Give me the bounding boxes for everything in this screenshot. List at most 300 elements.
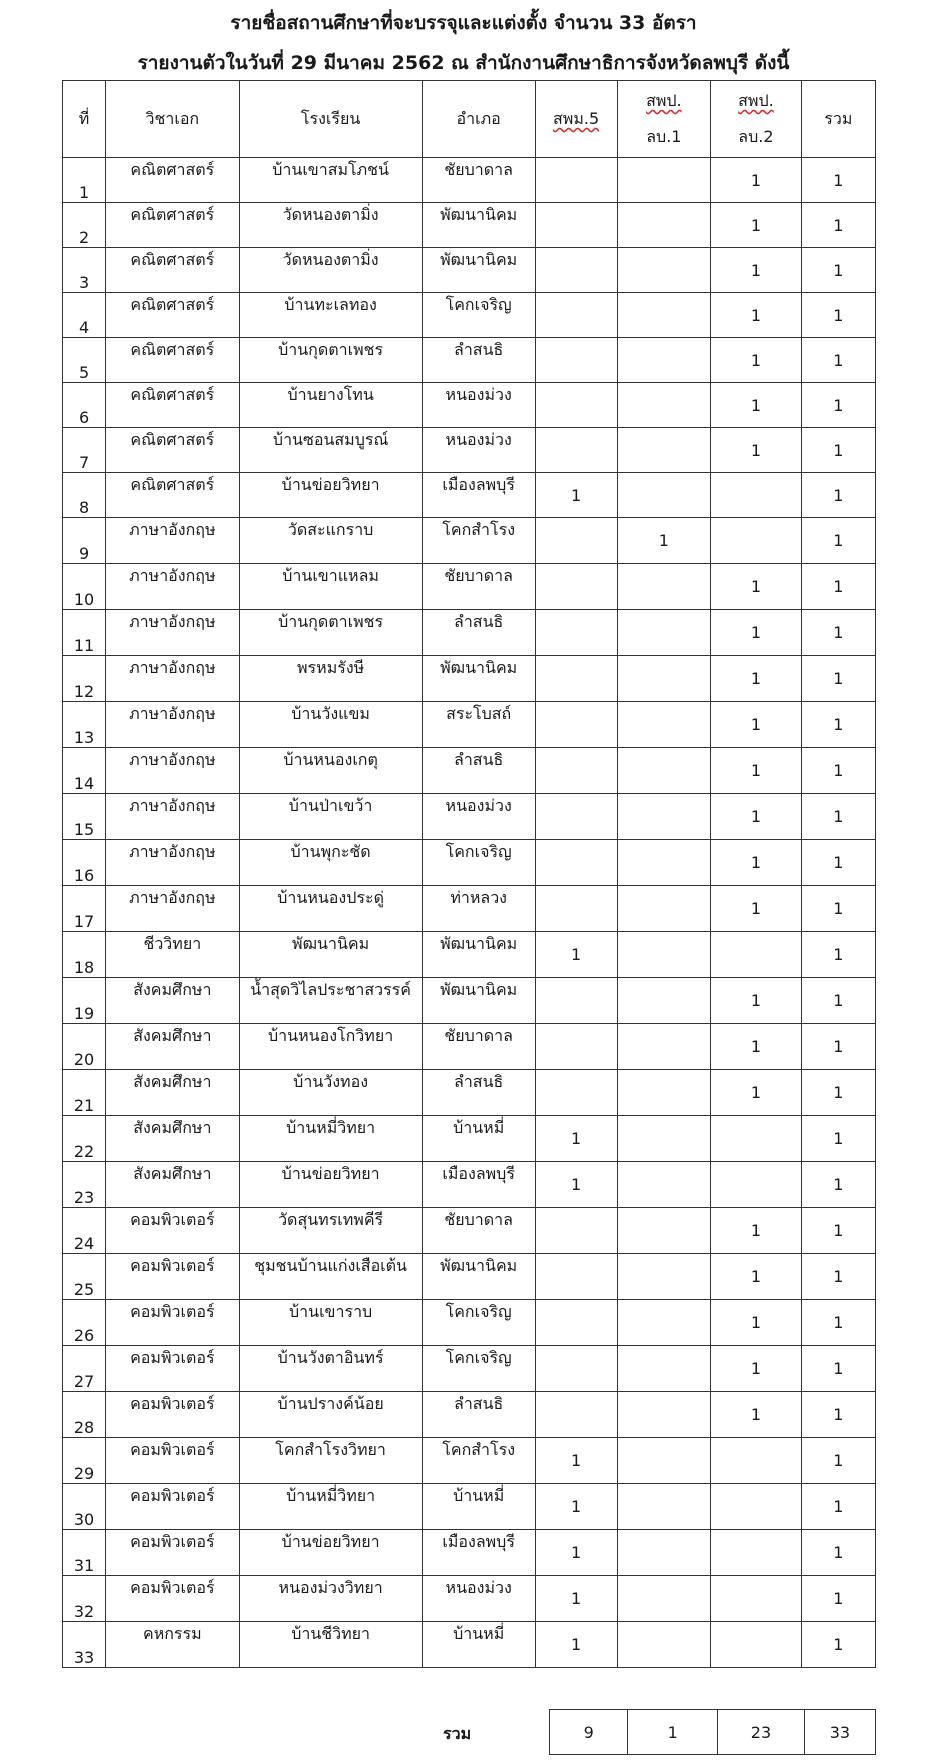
cell-subject: คอมพิวเตอร์ xyxy=(106,1530,240,1576)
cell-spm5: 1 xyxy=(535,1576,617,1622)
cell-district: โคกเจริญ xyxy=(422,1300,535,1346)
cell-total: 1 xyxy=(801,748,875,794)
row-number: 14 xyxy=(63,748,106,794)
cell-school: วัดหนองตามิ่ง xyxy=(239,203,422,248)
cell-spm5 xyxy=(535,886,617,932)
table-row xyxy=(63,1622,876,1668)
table-row xyxy=(63,428,876,473)
cell-total: 1 xyxy=(801,518,875,564)
row-number: 18 xyxy=(63,932,106,978)
row-number: 4 xyxy=(63,293,106,338)
cell-sp-lb2: 1 xyxy=(711,610,801,656)
cell-school: บ้านเขาแหลม xyxy=(239,564,422,610)
cell-spm5: 1 xyxy=(535,932,617,978)
document-subtitle: รายงานตัวในวันที่ 29 มีนาคม 2562 ณ สำนักงานศึกษาธิการจังหวัดลพบุรี ดังนี้ xyxy=(137,52,790,74)
cell-sp-lb2: 1 xyxy=(711,1070,801,1116)
cell-sp-lb1 xyxy=(617,293,711,338)
table-row xyxy=(63,978,876,1024)
cell-district: เมืองลพบุรี xyxy=(422,473,535,518)
cell-school: วัดหนองตามิ่ง xyxy=(239,248,422,293)
cell-sp-lb2 xyxy=(711,473,801,518)
row-number: 9 xyxy=(63,518,106,564)
table-row xyxy=(63,1162,876,1208)
header-sp-lb2-top: สพป. xyxy=(738,91,774,110)
cell-school: บ้านหนองโกวิทยา xyxy=(239,1024,422,1070)
cell-subject: คณิตศาสตร์ xyxy=(106,428,240,473)
cell-district: โคกเจริญ xyxy=(422,1346,535,1392)
cell-spm5 xyxy=(535,338,617,383)
cell-district: พัฒนานิคม xyxy=(422,248,535,293)
row-number: 26 xyxy=(63,1300,106,1346)
cell-sp-lb2: 1 xyxy=(711,748,801,794)
cell-sp-lb1 xyxy=(617,1162,711,1208)
cell-sp-lb1 xyxy=(617,1024,711,1070)
cell-subject: คณิตศาสตร์ xyxy=(106,158,240,203)
cell-subject: คณิตศาสตร์ xyxy=(106,203,240,248)
cell-subject: ภาษาอังกฤษ xyxy=(106,886,240,932)
cell-sp-lb2: 1 xyxy=(711,428,801,473)
cell-sp-lb2 xyxy=(711,518,801,564)
cell-total: 1 xyxy=(801,1484,875,1530)
cell-sp-lb1 xyxy=(617,1576,711,1622)
row-number: 8 xyxy=(63,473,106,518)
cell-subject: คณิตศาสตร์ xyxy=(106,293,240,338)
cell-sp-lb2: 1 xyxy=(711,978,801,1024)
cell-school: บ้านยางโทน xyxy=(239,383,422,428)
cell-sp-lb2 xyxy=(711,932,801,978)
cell-school: บ้านหนองเกตุ xyxy=(239,748,422,794)
cell-subject: คอมพิวเตอร์ xyxy=(106,1438,240,1484)
cell-sp-lb1 xyxy=(617,1300,711,1346)
summary-sp-lb1: 1 xyxy=(628,1710,718,1755)
cell-sp-lb1 xyxy=(617,1070,711,1116)
cell-spm5 xyxy=(535,794,617,840)
row-number: 15 xyxy=(63,794,106,840)
cell-total: 1 xyxy=(801,1346,875,1392)
cell-total: 1 xyxy=(801,1622,875,1668)
cell-district: เมืองลพบุรี xyxy=(422,1530,535,1576)
cell-subject: คณิตศาสตร์ xyxy=(106,383,240,428)
cell-school: บ้านกุดตาเพชร xyxy=(239,610,422,656)
table-row xyxy=(63,518,876,564)
cell-school: บ้านเขาสมโภชน์ xyxy=(239,158,422,203)
cell-subject: คอมพิวเตอร์ xyxy=(106,1208,240,1254)
cell-spm5 xyxy=(535,564,617,610)
row-number: 20 xyxy=(63,1024,106,1070)
cell-total: 1 xyxy=(801,1300,875,1346)
cell-sp-lb2 xyxy=(711,1484,801,1530)
cell-school: บ้านเขาราบ xyxy=(239,1300,422,1346)
table-row xyxy=(63,886,876,932)
row-number: 7 xyxy=(63,428,106,473)
cell-total: 1 xyxy=(801,1530,875,1576)
cell-school: บ้านข่อยวิทยา xyxy=(239,1530,422,1576)
cell-sp-lb2 xyxy=(711,1530,801,1576)
row-number: 23 xyxy=(63,1162,106,1208)
table-row xyxy=(63,1530,876,1576)
cell-school: ชุมชนบ้านแก่งเสือเต้น xyxy=(239,1254,422,1300)
cell-sp-lb1 xyxy=(617,656,711,702)
cell-district: หนองม่วง xyxy=(422,383,535,428)
cell-total: 1 xyxy=(801,564,875,610)
cell-sp-lb1 xyxy=(617,702,711,748)
row-number: 33 xyxy=(63,1622,106,1668)
cell-total: 1 xyxy=(801,656,875,702)
cell-spm5 xyxy=(535,978,617,1024)
cell-sp-lb1 xyxy=(617,1438,711,1484)
row-number: 27 xyxy=(63,1346,106,1392)
summary-row xyxy=(550,1710,876,1755)
cell-district: หนองม่วง xyxy=(422,1576,535,1622)
cell-school: โคกสำโรงวิทยา xyxy=(239,1438,422,1484)
cell-total: 1 xyxy=(801,932,875,978)
cell-district: ชัยบาดาล xyxy=(422,564,535,610)
cell-subject: คณิตศาสตร์ xyxy=(106,248,240,293)
cell-district: ลำสนธิ xyxy=(422,610,535,656)
table-row xyxy=(63,1300,876,1346)
cell-spm5 xyxy=(535,203,617,248)
cell-sp-lb1 xyxy=(617,564,711,610)
cell-total: 1 xyxy=(801,1116,875,1162)
cell-subject: คอมพิวเตอร์ xyxy=(106,1392,240,1438)
cell-sp-lb2: 1 xyxy=(711,158,801,203)
cell-subject: คอมพิวเตอร์ xyxy=(106,1346,240,1392)
row-number: 5 xyxy=(63,338,106,383)
cell-district: เมืองลพบุรี xyxy=(422,1162,535,1208)
table-row xyxy=(63,1070,876,1116)
cell-sp-lb2 xyxy=(711,1162,801,1208)
cell-school: บ้านป่าเขว้า xyxy=(239,794,422,840)
cell-spm5 xyxy=(535,293,617,338)
cell-school: พรหมรังษี xyxy=(239,656,422,702)
cell-spm5 xyxy=(535,656,617,702)
cell-sp-lb1 xyxy=(617,1392,711,1438)
table-row xyxy=(63,1024,876,1070)
cell-sp-lb1 xyxy=(617,1254,711,1300)
summary-table xyxy=(549,1709,876,1755)
cell-subject: ภาษาอังกฤษ xyxy=(106,656,240,702)
cell-district: พัฒนานิคม xyxy=(422,1254,535,1300)
cell-total: 1 xyxy=(801,840,875,886)
cell-spm5 xyxy=(535,1024,617,1070)
row-number: 16 xyxy=(63,840,106,886)
cell-spm5: 1 xyxy=(535,1438,617,1484)
table-row xyxy=(63,932,876,978)
cell-total: 1 xyxy=(801,1438,875,1484)
cell-district: พัฒนานิคม xyxy=(422,978,535,1024)
header-district: อำเภอ xyxy=(422,81,535,158)
cell-subject: ภาษาอังกฤษ xyxy=(106,610,240,656)
cell-spm5 xyxy=(535,1070,617,1116)
cell-district: โคกเจริญ xyxy=(422,840,535,886)
cell-total: 1 xyxy=(801,428,875,473)
table-row xyxy=(63,158,876,203)
header-spm5-label: สพม.5 xyxy=(553,109,600,128)
cell-district: โคกเจริญ xyxy=(422,293,535,338)
header-sp-lb2-bottom: ลบ.2 xyxy=(738,127,774,146)
header-sp-lb1-top: สพป. xyxy=(646,91,682,110)
cell-spm5 xyxy=(535,518,617,564)
table-row xyxy=(63,203,876,248)
cell-total: 1 xyxy=(801,702,875,748)
cell-school: หนองม่วงวิทยา xyxy=(239,1576,422,1622)
cell-total: 1 xyxy=(801,1024,875,1070)
header-sp-lb1-bottom: ลบ.1 xyxy=(646,127,682,146)
header-subject: วิชาเอก xyxy=(106,81,240,158)
cell-sp-lb1 xyxy=(617,1484,711,1530)
cell-school: บ้านกุดตาเพชร xyxy=(239,338,422,383)
cell-district: โคกสำโรง xyxy=(422,1438,535,1484)
cell-sp-lb2: 1 xyxy=(711,293,801,338)
appointment-table xyxy=(62,80,876,1668)
table-row xyxy=(63,293,876,338)
cell-sp-lb2: 1 xyxy=(711,1208,801,1254)
cell-spm5: 1 xyxy=(535,1622,617,1668)
cell-district: พัฒนานิคม xyxy=(422,203,535,248)
table-row xyxy=(63,794,876,840)
cell-district: สระโบสถ์ xyxy=(422,702,535,748)
cell-district: หนองม่วง xyxy=(422,794,535,840)
cell-sp-lb1 xyxy=(617,610,711,656)
cell-district: ลำสนธิ xyxy=(422,338,535,383)
cell-sp-lb1 xyxy=(617,338,711,383)
row-number: 17 xyxy=(63,886,106,932)
cell-district: ลำสนธิ xyxy=(422,748,535,794)
cell-total: 1 xyxy=(801,158,875,203)
cell-district: ชัยบาดาล xyxy=(422,158,535,203)
cell-school: บ้านทะเลทอง xyxy=(239,293,422,338)
table-row xyxy=(63,383,876,428)
cell-total: 1 xyxy=(801,1392,875,1438)
table-row xyxy=(63,748,876,794)
cell-sp-lb1 xyxy=(617,1116,711,1162)
cell-subject: ภาษาอังกฤษ xyxy=(106,518,240,564)
row-number: 31 xyxy=(63,1530,106,1576)
cell-sp-lb2: 1 xyxy=(711,203,801,248)
cell-sp-lb2: 1 xyxy=(711,886,801,932)
cell-subject: สังคมศึกษา xyxy=(106,1162,240,1208)
summary-spm5: 9 xyxy=(550,1710,628,1755)
cell-spm5 xyxy=(535,1254,617,1300)
summary-sp-lb2: 23 xyxy=(718,1710,805,1755)
cell-spm5: 1 xyxy=(535,1116,617,1162)
cell-school: บ้านหมี่วิทยา xyxy=(239,1484,422,1530)
cell-sp-lb1 xyxy=(617,473,711,518)
table-row xyxy=(63,1116,876,1162)
cell-subject: คอมพิวเตอร์ xyxy=(106,1576,240,1622)
cell-district: ท่าหลวง xyxy=(422,886,535,932)
cell-sp-lb2: 1 xyxy=(711,1254,801,1300)
cell-subject: สังคมศึกษา xyxy=(106,1116,240,1162)
cell-sp-lb2 xyxy=(711,1116,801,1162)
table-row xyxy=(63,610,876,656)
cell-total: 1 xyxy=(801,338,875,383)
cell-subject: คณิตศาสตร์ xyxy=(106,473,240,518)
row-number: 30 xyxy=(63,1484,106,1530)
cell-sp-lb1 xyxy=(617,932,711,978)
row-number: 13 xyxy=(63,702,106,748)
cell-school: บ้านหนองประดู่ xyxy=(239,886,422,932)
cell-sp-lb1 xyxy=(617,1346,711,1392)
cell-sp-lb2: 1 xyxy=(711,248,801,293)
header-total: รวม xyxy=(801,81,875,158)
cell-total: 1 xyxy=(801,383,875,428)
cell-spm5 xyxy=(535,1208,617,1254)
table-row xyxy=(63,1254,876,1300)
cell-total: 1 xyxy=(801,1254,875,1300)
cell-school: บ้านวังตาอินทร์ xyxy=(239,1346,422,1392)
cell-school: บ้านข่อยวิทยา xyxy=(239,1162,422,1208)
cell-spm5 xyxy=(535,702,617,748)
cell-school: บ้านวังแขม xyxy=(239,702,422,748)
summary-total: 33 xyxy=(804,1710,875,1755)
cell-sp-lb2: 1 xyxy=(711,564,801,610)
header-sp-lb1 xyxy=(617,81,711,158)
summary-label: รวม xyxy=(443,1724,472,1743)
table-row xyxy=(63,338,876,383)
table-body xyxy=(63,158,876,1668)
cell-school: วัดสุนทรเทพคีรี xyxy=(239,1208,422,1254)
cell-sp-lb1 xyxy=(617,383,711,428)
cell-district: ชัยบาดาล xyxy=(422,1024,535,1070)
cell-spm5 xyxy=(535,748,617,794)
cell-sp-lb2: 1 xyxy=(711,840,801,886)
cell-sp-lb2: 1 xyxy=(711,1346,801,1392)
cell-school: บ้านซอนสมบูรณ์ xyxy=(239,428,422,473)
cell-spm5 xyxy=(535,383,617,428)
cell-total: 1 xyxy=(801,293,875,338)
row-number: 12 xyxy=(63,656,106,702)
row-number: 2 xyxy=(63,203,106,248)
cell-sp-lb2: 1 xyxy=(711,656,801,702)
table-row xyxy=(63,702,876,748)
cell-sp-lb1 xyxy=(617,794,711,840)
cell-subject: ภาษาอังกฤษ xyxy=(106,564,240,610)
table-header-row xyxy=(63,81,876,158)
row-number: 10 xyxy=(63,564,106,610)
table-row xyxy=(63,248,876,293)
cell-sp-lb1 xyxy=(617,158,711,203)
cell-subject: ภาษาอังกฤษ xyxy=(106,748,240,794)
cell-total: 1 xyxy=(801,610,875,656)
cell-sp-lb2 xyxy=(711,1576,801,1622)
row-number: 22 xyxy=(63,1116,106,1162)
row-number: 3 xyxy=(63,248,106,293)
cell-subject: สังคมศึกษา xyxy=(106,1024,240,1070)
table-row xyxy=(63,840,876,886)
cell-district: บ้านหมี่ xyxy=(422,1622,535,1668)
cell-spm5 xyxy=(535,428,617,473)
cell-sp-lb2 xyxy=(711,1622,801,1668)
cell-total: 1 xyxy=(801,886,875,932)
cell-spm5: 1 xyxy=(535,1162,617,1208)
cell-subject: ภาษาอังกฤษ xyxy=(106,702,240,748)
cell-district: โคกสำโรง xyxy=(422,518,535,564)
cell-district: ลำสนธิ xyxy=(422,1070,535,1116)
cell-subject: คอมพิวเตอร์ xyxy=(106,1254,240,1300)
cell-sp-lb2: 1 xyxy=(711,1392,801,1438)
cell-spm5 xyxy=(535,1346,617,1392)
cell-total: 1 xyxy=(801,794,875,840)
cell-district: พัฒนานิคม xyxy=(422,656,535,702)
cell-spm5 xyxy=(535,1300,617,1346)
cell-school: บ้านปรางค์น้อย xyxy=(239,1392,422,1438)
cell-subject: คอมพิวเตอร์ xyxy=(106,1484,240,1530)
cell-district: หนองม่วง xyxy=(422,428,535,473)
cell-district: บ้านหมี่ xyxy=(422,1484,535,1530)
cell-subject: ภาษาอังกฤษ xyxy=(106,794,240,840)
cell-total: 1 xyxy=(801,1070,875,1116)
row-number: 29 xyxy=(63,1438,106,1484)
cell-district: บ้านหมี่ xyxy=(422,1116,535,1162)
row-number: 19 xyxy=(63,978,106,1024)
cell-school: พัฒนานิคม xyxy=(239,932,422,978)
cell-sp-lb1 xyxy=(617,248,711,293)
cell-spm5 xyxy=(535,840,617,886)
cell-sp-lb1 xyxy=(617,840,711,886)
cell-total: 1 xyxy=(801,1208,875,1254)
header-sp-lb2 xyxy=(711,81,801,158)
cell-subject: คณิตศาสตร์ xyxy=(106,338,240,383)
cell-total: 1 xyxy=(801,473,875,518)
cell-subject: คหกรรม xyxy=(106,1622,240,1668)
cell-sp-lb1 xyxy=(617,978,711,1024)
table-row xyxy=(63,656,876,702)
cell-sp-lb2: 1 xyxy=(711,702,801,748)
document-title: รายชื่อสถานศึกษาที่จะบรรจุและแต่งตั้ง จำนวน 33 อัตรา xyxy=(230,12,697,34)
cell-spm5 xyxy=(535,610,617,656)
cell-sp-lb1 xyxy=(617,203,711,248)
cell-sp-lb1 xyxy=(617,1208,711,1254)
row-number: 1 xyxy=(63,158,106,203)
header-spm5 xyxy=(535,81,617,158)
cell-subject: ภาษาอังกฤษ xyxy=(106,840,240,886)
cell-sp-lb2: 1 xyxy=(711,1300,801,1346)
cell-subject: สังคมศึกษา xyxy=(106,978,240,1024)
row-number: 11 xyxy=(63,610,106,656)
cell-district: พัฒนานิคม xyxy=(422,932,535,978)
cell-district: ลำสนธิ xyxy=(422,1392,535,1438)
cell-subject: สังคมศึกษา xyxy=(106,1070,240,1116)
cell-sp-lb2: 1 xyxy=(711,794,801,840)
row-number: 28 xyxy=(63,1392,106,1438)
table-row xyxy=(63,1438,876,1484)
cell-spm5: 1 xyxy=(535,1530,617,1576)
header-school: โรงเรียน xyxy=(239,81,422,158)
cell-subject: คอมพิวเตอร์ xyxy=(106,1300,240,1346)
header-no: ที่ xyxy=(63,81,106,158)
cell-school: บ้านพุกะชัด xyxy=(239,840,422,886)
row-number: 25 xyxy=(63,1254,106,1300)
table-row xyxy=(63,1208,876,1254)
cell-sp-lb1: 1 xyxy=(617,518,711,564)
cell-spm5 xyxy=(535,248,617,293)
cell-spm5: 1 xyxy=(535,1484,617,1530)
table-row xyxy=(63,1484,876,1530)
row-number: 24 xyxy=(63,1208,106,1254)
cell-school: บ้านวังทอง xyxy=(239,1070,422,1116)
cell-spm5 xyxy=(535,1392,617,1438)
cell-spm5: 1 xyxy=(535,473,617,518)
table-row xyxy=(63,473,876,518)
cell-total: 1 xyxy=(801,248,875,293)
cell-total: 1 xyxy=(801,1576,875,1622)
cell-total: 1 xyxy=(801,1162,875,1208)
cell-sp-lb2: 1 xyxy=(711,338,801,383)
row-number: 21 xyxy=(63,1070,106,1116)
cell-district: ชัยบาดาล xyxy=(422,1208,535,1254)
cell-sp-lb1 xyxy=(617,1530,711,1576)
